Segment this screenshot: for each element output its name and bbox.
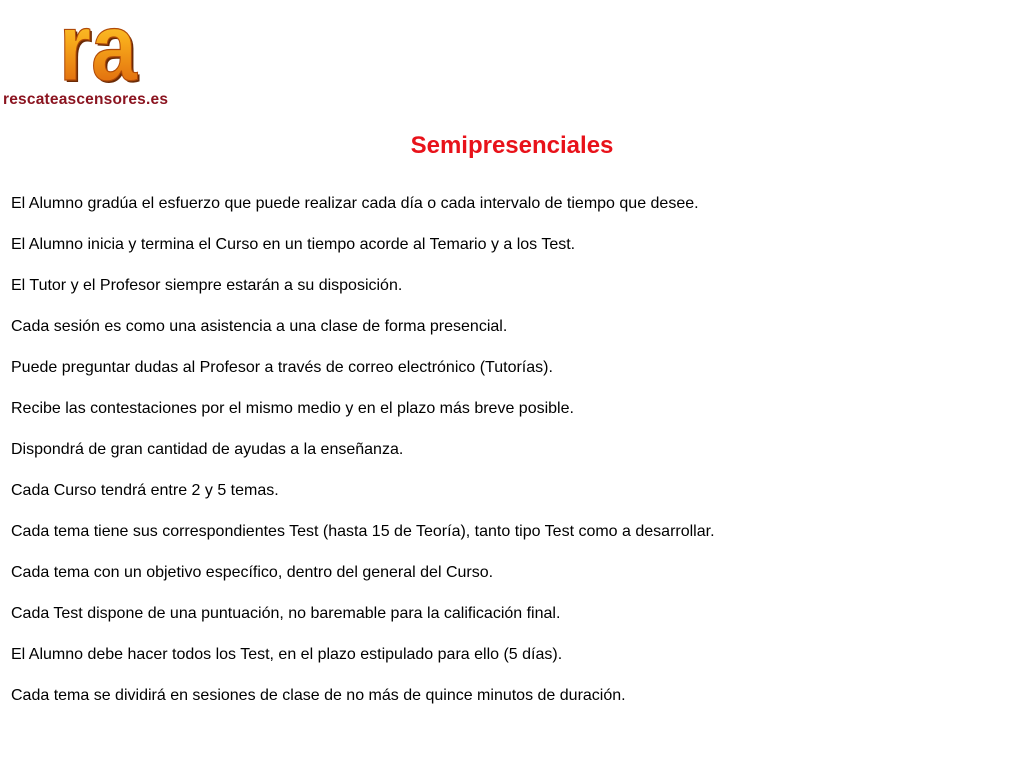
svg-text:ra: ra [61,0,140,88]
ra-logo-mark [56,0,140,88]
list-item: Cada tema se dividirá en sesiones de clase de no más de quince minutos de duración. [11,687,626,704]
list-item: El Alumno gradúa el esfuerzo que puede realizar cada día o cada intervalo de tiempo que desee. [11,195,699,212]
site-name: rescateascensores.es [3,91,169,108]
list-item: Cada tema tiene sus correspondientes Test (hasta 15 de Teoría), tanto tipo Test como a desarrollar. [11,523,715,540]
svg-text:ra: ra [59,0,138,88]
list-item: Puede preguntar dudas al Profesor a través de correo electrónico (Tutorías). [11,359,553,376]
list-item: Cada sesión es como una asistencia a una clase de forma presencial. [11,318,508,335]
list-item: El Tutor y el Profesor siempre estarán a su disposición. [11,277,403,294]
site-logo[interactable] [0,0,215,112]
list-item: Dispondrá de gran cantidad de ayudas a la enseñanza. [11,441,404,458]
page-title: Semipresenciales [410,132,614,159]
list-item: El Alumno debe hacer todos los Test, en el plazo estipulado para ello (5 días). [11,646,563,663]
list-item: Recibe las contestaciones por el mismo medio y en el plazo más breve posible. [11,400,574,417]
list-item: Cada Test dispone de una puntuación, no baremable para la calificación final. [11,605,561,622]
feature-list [11,194,715,727]
list-item: El Alumno inicia y termina el Curso en un tiempo acorde al Temario y a los Test. [11,236,576,253]
list-item: Cada tema con un objetivo específico, dentro del general del Curso. [11,564,494,581]
list-item: Cada Curso tendrá entre 2 y 5 temas. [11,482,279,499]
